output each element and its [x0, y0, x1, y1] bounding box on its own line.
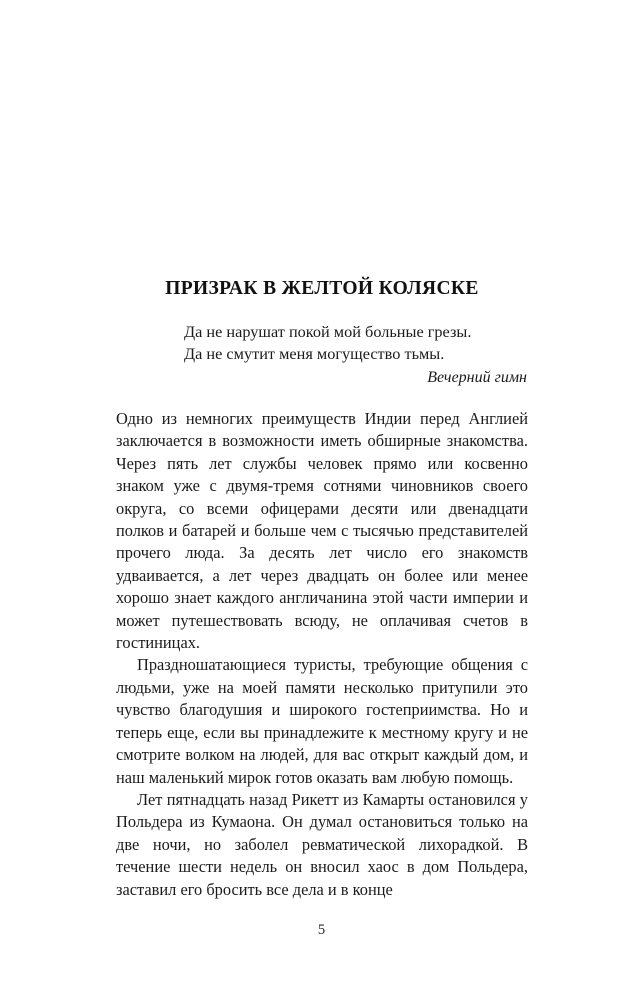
epigraph-line: Да не нарушат покой мой больные грезы.	[184, 322, 472, 341]
epigraph-source: Вечерний гимн	[427, 369, 527, 386]
chapter-title: ПРИЗРАК В ЖЕЛТОЙ КОЛЯСКЕ	[165, 278, 479, 299]
epigraph-line: Да не смутит меня могущество тьмы.	[184, 343, 445, 363]
page-number: 5	[317, 922, 326, 938]
epigraph	[116, 321, 528, 388]
body-paragraph: Праздношатающиеся туристы, требующие общения с людьми, уже на моей памяти несколько притупили это чувство благодушия и широкого гостеприимства. Но и теперь еще, если вы принадлежите к местному кругу и не смотрите волком на людей, для вас открыт каждый дом, и наш маленький мирок готов оказать вам любую помощь.	[116, 655, 528, 787]
page-text-block	[116, 278, 528, 901]
body-paragraph: Одно из немногих преимуществ Индии перед Англией заключается в возможности иметь обширные знакомства. Через пять лет службы человек прямо или косвенно знаком уже с двумя-тремя сотнями чиновников своего округа, со всеми офицерами десяти или двенадцати полков и батарей и больше чем с тысячью представителей прочего люда. За десять лет число его знакомств удваивается, а лет через двадцать он более или менее хорошо знает каждого англичанина этой части империи и может путешествовать всюду, не оплачивая счетов в гостиницах.	[116, 409, 528, 653]
body-text	[116, 408, 528, 901]
body-paragraph: Лет пятнадцать назад Рикетт из Камарты остановился у Польдера из Кумаона. Он думал остановиться только на две ночи, но заболел ревматической лихорадкой. В течение шести недель он вносил хаос в дом Польдера, заставил его бросить все дела и в конце	[116, 789, 528, 899]
